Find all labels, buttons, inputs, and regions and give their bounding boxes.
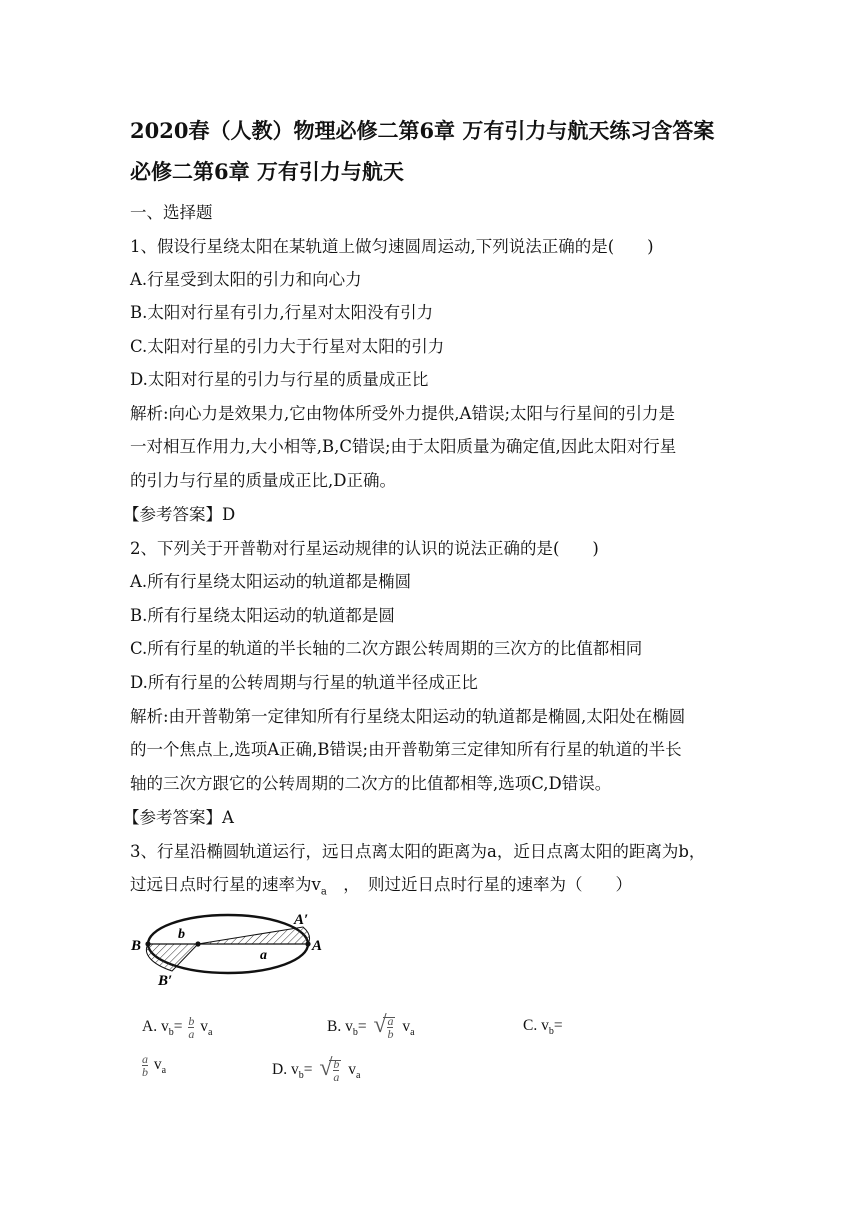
sqrt-a-over-b: √ $\frac{a}{b}$	[373, 1012, 394, 1041]
q3-option-c-value: $\frac{a}{b}$ $v_a$	[142, 1052, 167, 1079]
fraction-a-over-b: $\frac{a}{b}$	[142, 1052, 148, 1079]
q3-option-b: B. $v_b=$ √ $\frac{a}{b}$ $v_a$	[327, 1012, 415, 1041]
q1-option-a: A.行星受到太阳的引力和向心力	[130, 270, 362, 289]
label-b-point: B	[131, 938, 142, 954]
orbit-ellipse-figure	[128, 905, 328, 987]
label-b-distance: b	[178, 927, 185, 942]
q1-analysis-line: 解析:向心力是效果力,它由物体所受外力提供,A错误;太阳与行星间的引力是	[130, 404, 676, 423]
q1-answer: 【参考答案】D	[123, 505, 236, 524]
sector-near-aphelion	[198, 927, 309, 944]
q3-stem-line1: 3、行星沿椭圆轨道运行，远日点离太阳的距离为a，近日点离太阳的距离为b，	[130, 842, 706, 861]
q3-stem-text: 过远日点时行星的速率为v	[130, 875, 321, 894]
q2-answer: 【参考答案】A	[123, 808, 234, 827]
q2-option-b: B.所有行星绕太阳运动的轨道都是圆	[130, 606, 395, 625]
label-a-point: A	[312, 938, 323, 954]
chapter-title: 必修二第6章 万有引力与航天	[130, 159, 404, 184]
q1-option-c: C.太阳对行星的引力大于行星对太阳的引力	[130, 337, 445, 356]
sqrt-b-over-a: √ $\frac{b}{a}$	[319, 1055, 340, 1084]
label-a-distance: a	[260, 948, 267, 963]
sun-focus-dot	[195, 941, 200, 946]
q3-stem-tail: ， 则过近日点时行星的速率为（ ）	[326, 875, 633, 894]
q3-stem-sub: a	[320, 886, 327, 898]
q1-option-b: B.太阳对行星有引力,行星对太阳没有引力	[130, 303, 434, 322]
q3-stem-line2	[130, 874, 632, 903]
q3-option-a: A. $v_b=$ $\frac{b}{a}$ $v_a$	[142, 1014, 213, 1041]
q2-option-c: C.所有行星的轨道的半长轴的二次方跟公转周期的三次方的比值都相同	[130, 639, 643, 658]
section-heading: 一、选择题	[130, 203, 213, 222]
point-a-dot	[305, 941, 310, 946]
q2-analysis-line: 轴的三次方跟它的公转周期的二次方的比值都相等,选项C,D错误。	[130, 774, 612, 793]
label-a-prime: A′	[294, 912, 309, 928]
document-title: 2020春（人教）物理必修二第6章 万有引力与航天练习含答案	[130, 118, 715, 143]
q2-option-d: D.所有行星的公转周期与行星的轨道半径成正比	[130, 673, 478, 692]
fraction-b-over-a: $\frac{b}{a}$	[188, 1014, 195, 1041]
q2-analysis-line: 的一个焦点上,选项A正确,B错误;由开普勒第三定律知所有行星的轨道的半长	[130, 740, 682, 759]
q3-option-c: C. $v_b=$	[523, 1017, 563, 1038]
q1-option-d: D.太阳对行星的引力与行星的质量成正比	[130, 370, 429, 389]
label-b-prime: B′	[158, 973, 173, 987]
q2-analysis-line: 解析:由开普勒第一定律知所有行星绕太阳运动的轨道都是椭圆,太阳处在椭圆	[130, 707, 686, 726]
q2-stem: 2、下列关于开普勒对行星运动规律的认识的说法正确的是( )	[130, 539, 599, 558]
sector-near-perihelion	[146, 944, 198, 971]
q1-stem: 1、假设行星绕太阳在某轨道上做匀速圆周运动,下列说法正确的是( )	[130, 237, 654, 256]
point-b-dot	[145, 941, 150, 946]
q2-option-a: A.所有行星绕太阳运动的轨道都是椭圆	[130, 572, 412, 591]
q1-analysis-line: 的引力与行星的质量成正比,D正确。	[130, 471, 396, 490]
q3-option-d: D. $v_b=$ √ $\frac{b}{a}$ $v_a$	[272, 1055, 361, 1084]
q1-analysis-line: 一对相互作用力,大小相等,B,C错误;由于太阳质量为确定值,因此太阳对行星	[130, 437, 677, 456]
